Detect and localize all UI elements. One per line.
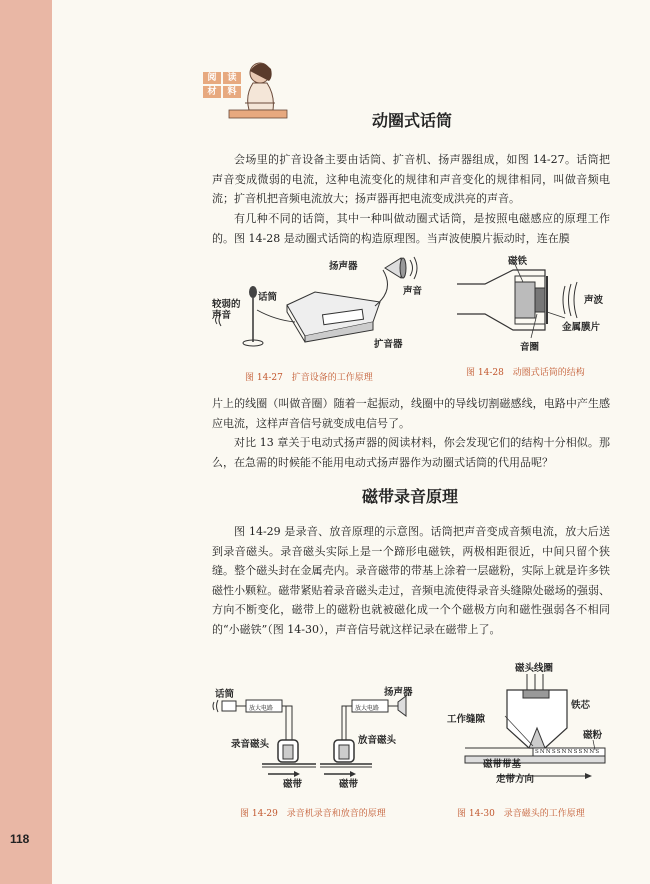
paragraph: 片上的线圈（叫做音圈）随着一起振动，线圈中的导线切割磁感线，电路中产生感应电流，这样声音信号就变成电信号了。 [212,397,610,430]
caption-fig-14-27: 图 14-27 扩音设备的工作原理 [245,373,373,383]
label-tape-right: 磁带 [339,779,359,790]
section-title-tape-recording: 磁带录音原理 [362,487,459,506]
label-play-head: 放音磁头 [358,735,397,746]
paragraph: 有几种不同的话筒，其中一种叫做动圈式话筒，是按照电磁感应的原理工作的。图 14-28 是动圈式话筒的构造原理图。当声波使膜片振动时，连在膜 [212,212,610,245]
reading-girl-icon [215,55,295,130]
label-mic: 话筒 [258,292,278,303]
paragraph: 图 14-29 是录音、放音原理的示意图。话筒把声音变成音频电流，放大后送到录音磁头。录音磁头实际上是一个蹄形电磁铁，两极相距很近，中间只留个狭缝。整个磁头封在金属壳内。录音磁带的带基上涂着一层磁粉，实际上就是许多铁磁性小颗粒。磁带紧贴着录音磁头走过，音频电流使得录音头缝隙处磁场的强弱、方向不断变化，磁带上的磁粉也就被磁化成一个个磁极方向和磁性强弱各不相同的“小磁铁”（图 14-30），声音信号就这样记录在磁带上了。 [212,525,610,636]
badge-char: 材 [203,86,221,98]
label-tape-left: 磁带 [283,779,303,790]
label-metal-membrane: 金属膜片 [562,322,601,333]
label-head-coil: 磁头线圈 [515,663,554,674]
label-speaker: 扬声器 [329,261,358,272]
figure-14-30-diagram [445,668,615,783]
caption-fig-14-28: 图 14-28 动圈式话筒的结构 [466,368,585,378]
page-margin-bar [0,0,52,884]
label-voice-coil: 音圈 [520,342,540,353]
label-weak-sound: 较弱的 [212,299,241,310]
label-working-gap: 工作缝隙 [447,714,486,725]
label-magnetic-powder: 磁粉 [583,730,603,741]
label-tape-base: 磁带带基 [483,759,522,770]
section-title-dynamic-mic: 动圈式话筒 [372,111,453,130]
badge-char: 阅 [203,72,221,84]
label-mic: 话筒 [215,689,235,700]
caption-fig-14-30: 图 14-30 录音磁头的工作原理 [457,809,585,819]
label-sound: 声音 [403,286,423,297]
label-magnet: 磁铁 [508,256,528,267]
label-tape-direction: 走带方向 [496,774,535,785]
label-record-head: 录音磁头 [231,739,270,750]
paragraph: 会场里的扩音设备主要由话筒、扩音机、扬声器组成，如图 14-27。话筒把声音变成微弱的电流，这种电流变化的规律和声音变化的规律相同，叫做音频电流；扩音机把音频电流放大；扬声器再把电流变成洪亮的声音。 [212,153,610,205]
caption-fig-14-29: 图 14-29 录音机录音和放音的原理 [240,809,386,819]
badge-char: 读 [223,72,241,84]
paragraph: 对比 13 章关于电动式扬声器的阅读材料，你会发现它们的结构十分相似。那么，在急需的时候能不能用电动式扬声器作为动圈式话筒的代用品呢？ [212,436,610,469]
label-iron-core: 铁芯 [571,700,591,711]
label-poles: S N N S S N N S S N N S [535,749,599,755]
label-amp-circuit-left: 放大电路 [249,705,274,712]
label-sound-wave: 声波 [584,295,604,306]
label-amp-circuit-right: 放大电路 [355,705,380,712]
badge-char: 料 [223,86,241,98]
label-speaker: 扬声器 [384,687,413,698]
page-number: 118 [10,832,30,846]
label-weak-sound-2: 声音 [212,310,232,321]
label-amplifier: 扩音器 [374,339,403,350]
